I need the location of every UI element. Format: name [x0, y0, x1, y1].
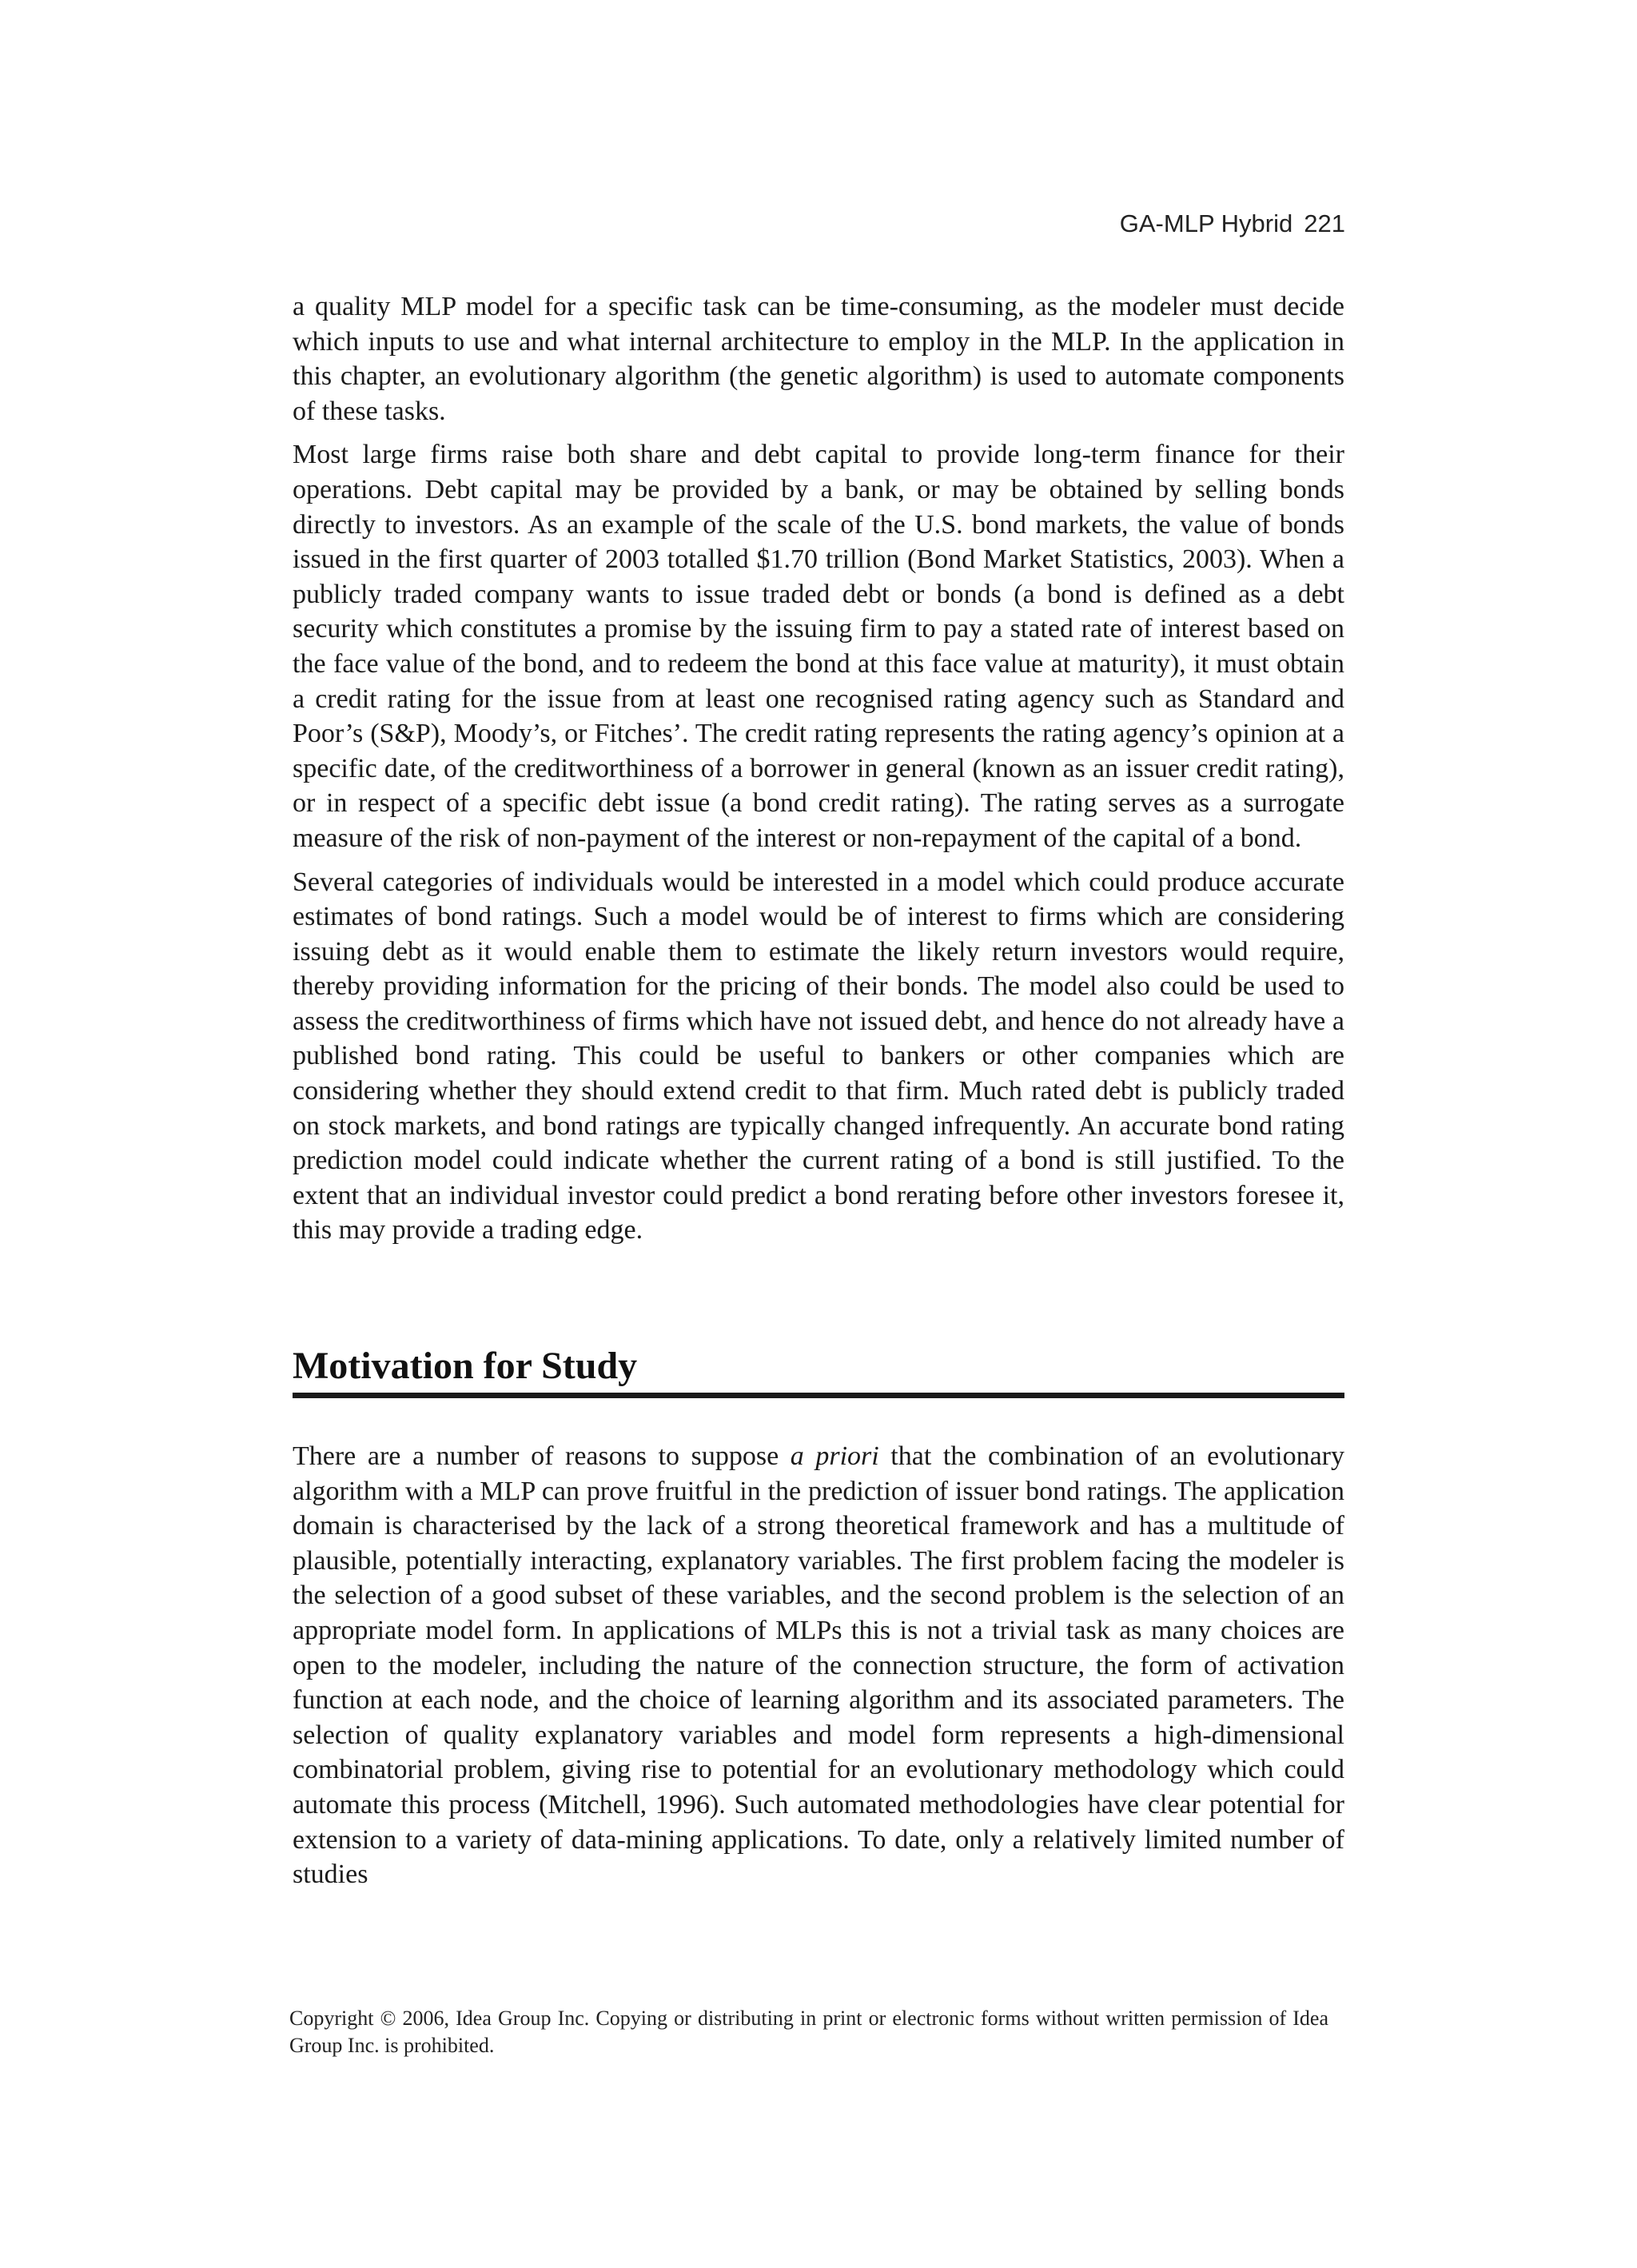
body-text-top [293, 289, 1344, 1257]
body-text-bottom [293, 1439, 1344, 1901]
paragraph-2: Most large firms raise both share and debt capital to provide long-term finance for their operations. Debt capital may be provided by a bank, or may be obtained by selling bonds directly to investors. As an example of the scale of the U.S. bond markets, the value of bonds issued in the first quarter of 2003 totalled $1.70 trillion (Bond Market Statistics, 2003). When a publicly traded company wants to issue traded debt or bonds (a bond is defined as a debt security which constitutes a promise by the issuing firm to pay a stated rate of interest based on the face value of the bond, and to redeem the bond at this face value at maturity), it must obtain a credit rating for the issue from at least one recognised rating agency such as Standard and Poor’s (S&P), Moody’s, or Fitches’. The credit rating represents the rating agency’s opinion at a specific date, of the creditworthiness of a borrower in general (known as an issuer credit rating), or in respect of a specific debt issue (a bond credit rating). The rating serves as a surrogate measure of the risk of non-payment of the interest or non-repayment of the capital of a bond. [293, 440, 1344, 853]
heading-rule [293, 1393, 1344, 1398]
paragraph-4 [293, 1439, 1344, 1892]
italic-term: a priori [790, 1441, 879, 1471]
copyright-notice [289, 2005, 1328, 2059]
paragraph-1: a quality MLP model for a specific task can be time-consuming, as the modeler must decide which inputs to use and what internal architecture to employ in the MLP. In the application in this chapter, an evolutionary algorithm (the genetic algorithm) is used to automate components of these tasks. [293, 292, 1344, 426]
paragraph-3: Several categories of individuals would be interested in a model which could produce accurate estimates of bond ratings. Such a model would be of interest to firms which are considering issuing debt as it would enable them to estimate the likely return investors would require, thereby providing information for the pricing of their bonds. The model also could be used to assess the creditworthiness of firms which have not issued debt, and hence do not already have a published bond rating. This could be useful to bankers or other companies which are considering whether they should extend credit to that firm. Much rated debt is publicly traded on stock markets, and bond ratings are typically changed infrequently. An accurate bond rating prediction model could indicate whether the current rating of a bond is still justified. To the extent that an individual investor could predict a bond rerating before other investors foresee it, this may provide a trading edge. [293, 867, 1344, 1246]
page-number: 221 [1304, 209, 1345, 237]
running-title: GA-MLP Hybrid [1119, 209, 1293, 237]
section-heading: Motivation for Study [293, 1345, 638, 1387]
running-head [1120, 209, 1345, 238]
copyright-text: Copyright © 2006, Idea Group Inc. Copying or distributing in print or electronic forms without written permission of Idea Group Inc. is prohibited. [289, 2007, 1328, 2057]
paragraph-4-start: There are a number of reasons to suppose [293, 1441, 791, 1471]
paragraph-4-rest: that the combination of an evolutionary algorithm with a MLP can prove fruitful in the prediction of issuer bond ratings. The application domain is characterised by the lack of a strong theoretical framework and has a multitude of plausible, potentially interacting, explanatory variables. The first problem facing the modeler is the selection of a good subset of these variables, and the second problem is the selection of an appropriate model form. In applications of MLPs this is not a trivial task as many choices are open to the modeler, including the nature of the connection structure, the form of activation function at each node, and the choice of learning algorithm and its associated parameters. The selection of quality explanatory variables and model form represents a high-dimensional combinatorial problem, giving rise to potential for an evolutionary methodology which could automate this process (Mitchell, 1996). Such automated methodologies have clear potential for extension to a variety of data-mining applications. To date, only a relatively limited number of studies [293, 1441, 1344, 1890]
